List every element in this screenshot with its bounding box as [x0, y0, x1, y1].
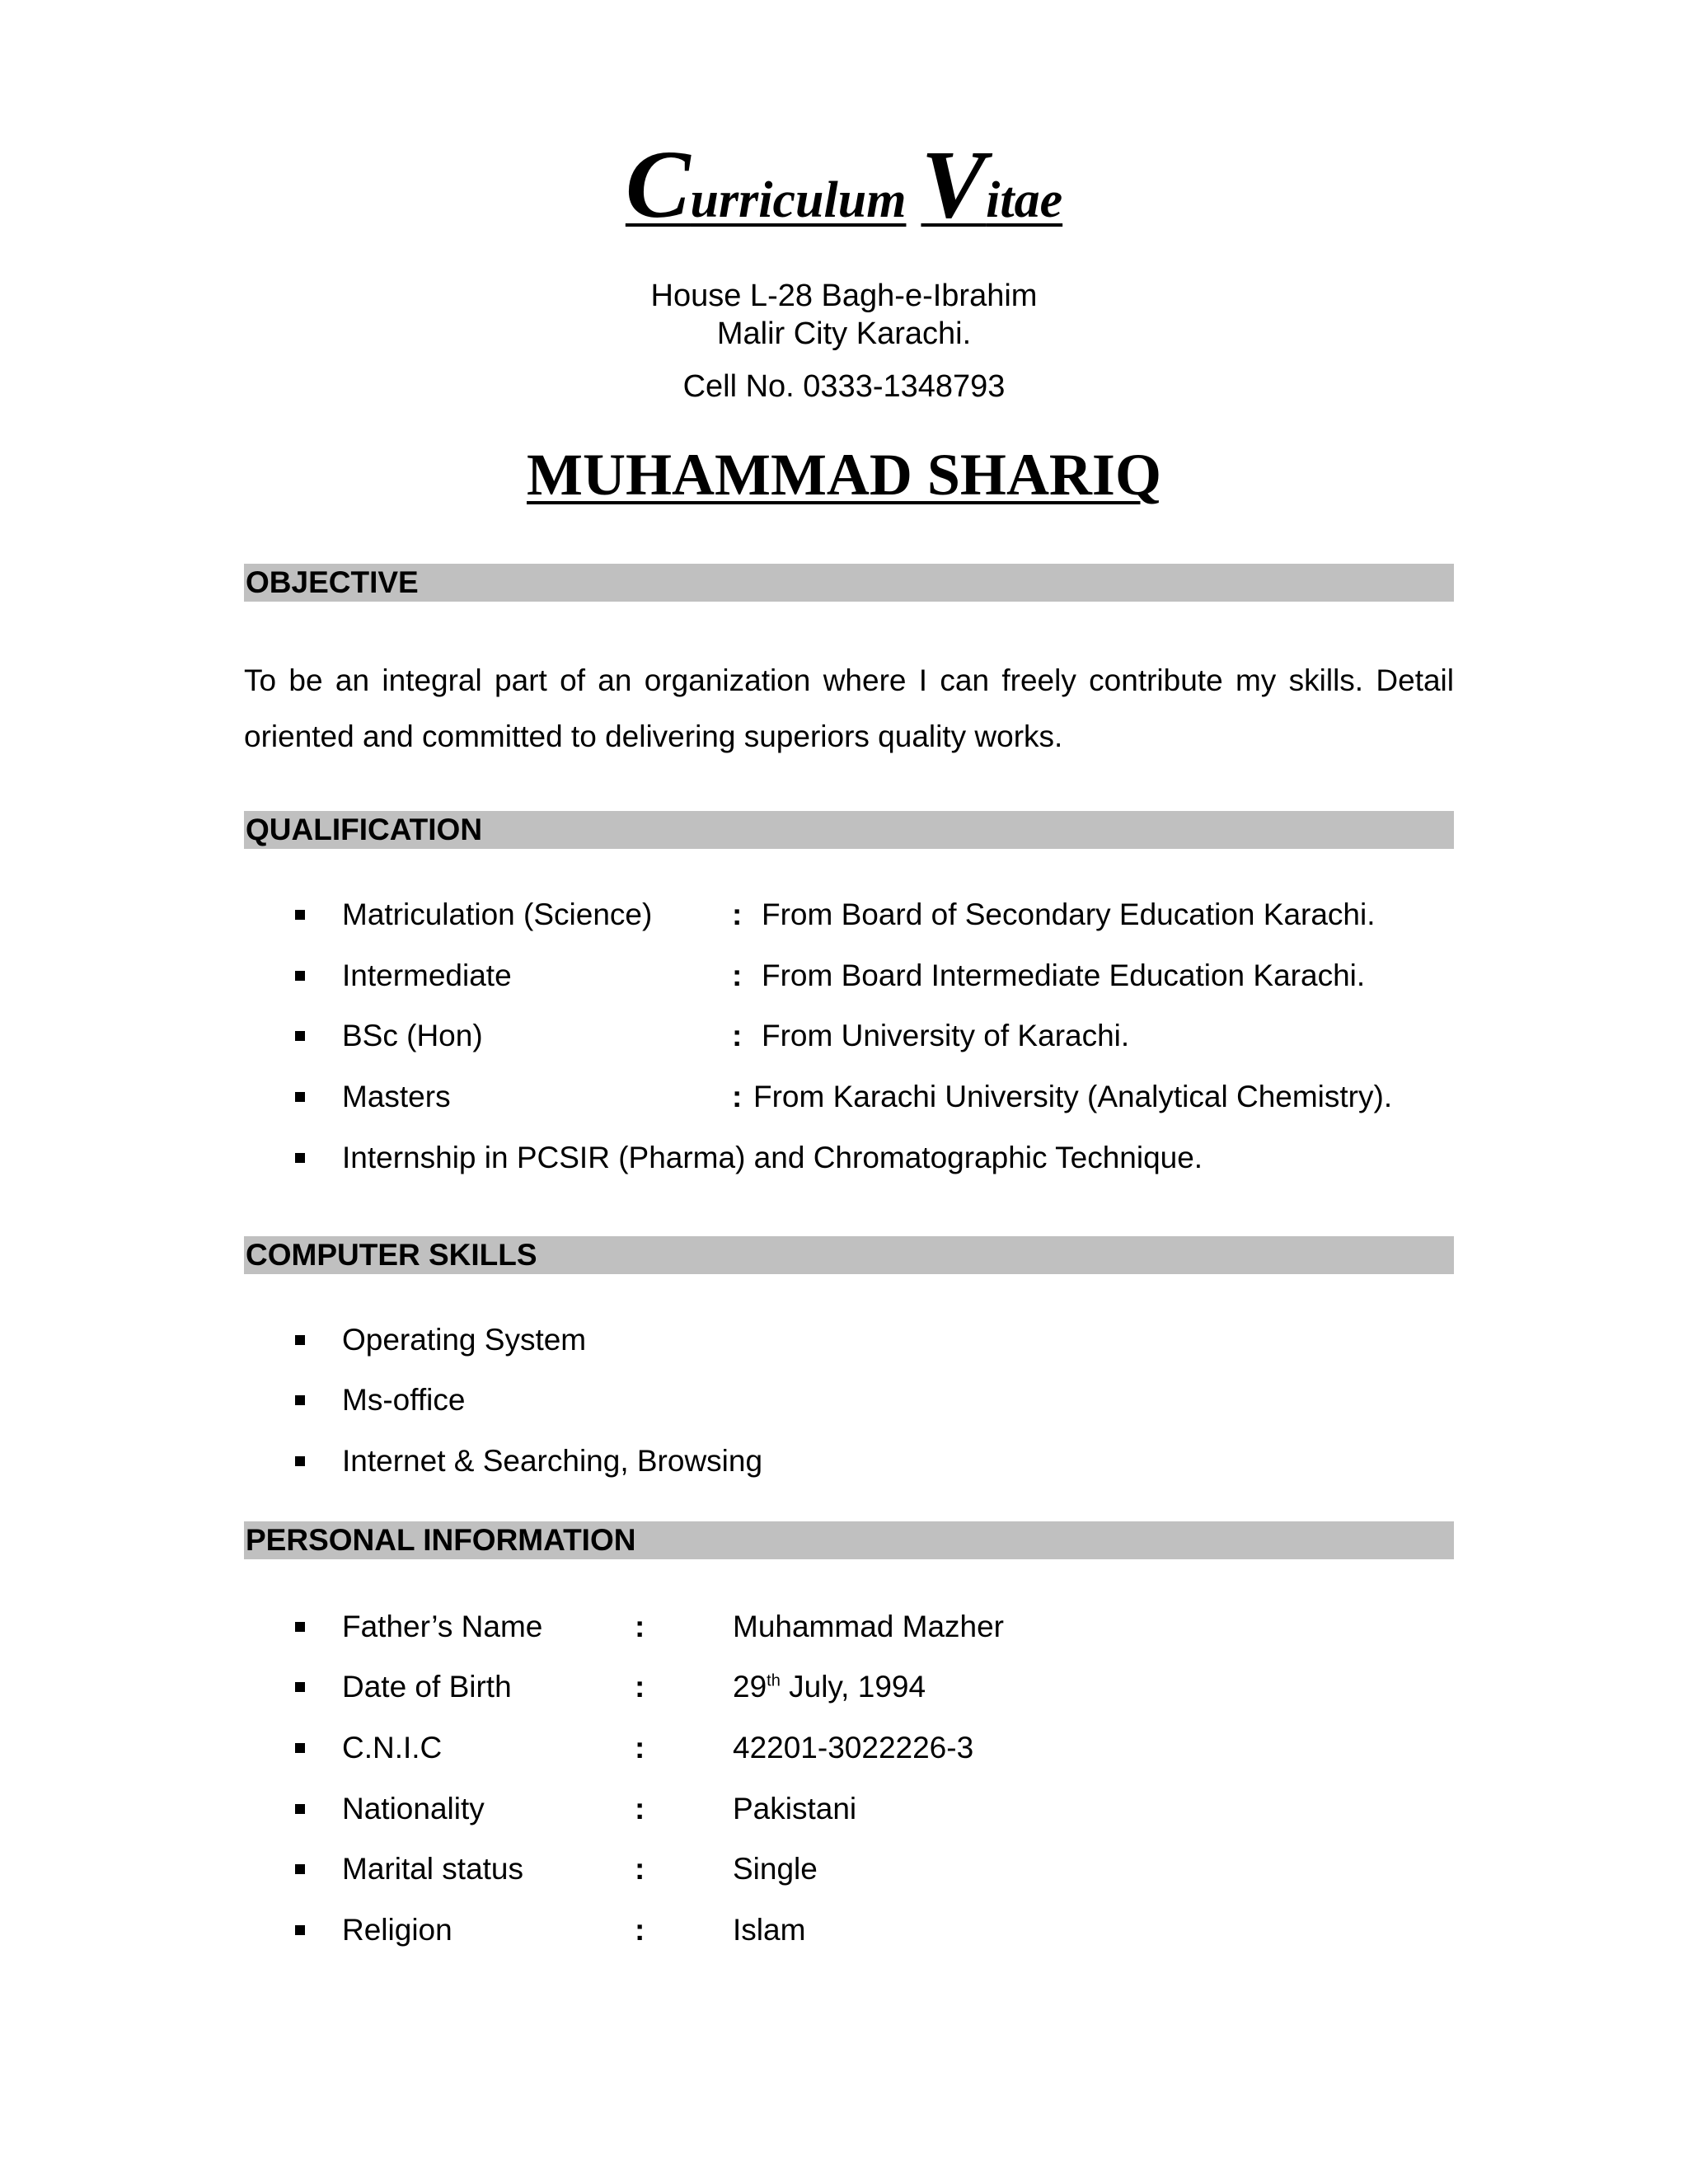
skill-label: Operating System [342, 1323, 587, 1357]
title-word-urriculum: urriculum [690, 172, 907, 228]
qualification-value: From University of Karachi. [762, 1019, 1130, 1052]
qualification-heading: QUALIFICATION [246, 813, 483, 846]
qualification-value: From Board of Secondary Education Karachi. [762, 898, 1376, 931]
qualification-label: BSc (Hon) [342, 1019, 483, 1052]
objective-text: To be an integral part of an organization where I can freely contribute my skills. Detail oriented and committed to delivering superiors quality works. [244, 663, 1454, 753]
computer-skills-heading-bar [244, 1236, 1454, 1274]
separator-colon: : [635, 1852, 645, 1886]
list-item [0, 955, 1688, 996]
personal-value: 42201-3022226-3 [733, 1731, 974, 1765]
bullet-icon [295, 1395, 305, 1405]
address-line-1: House L-28 Bagh-e-Ibrahim [650, 279, 1038, 313]
list-item [0, 1666, 1688, 1708]
personal-value: Islam [733, 1913, 806, 1947]
separator-colon: : [635, 1610, 645, 1643]
personal-label: Marital status [342, 1852, 524, 1886]
list-item [0, 1076, 1688, 1118]
bullet-icon [295, 1153, 305, 1163]
qualification-label: Matriculation (Science) [342, 898, 653, 931]
personal-information-heading: PERSONAL INFORMATION [246, 1523, 636, 1557]
skill-label: Internet & Searching, Browsing [342, 1444, 763, 1478]
personal-label: Father’s Name [342, 1610, 543, 1643]
dob-ordinal-suffix: th [767, 1671, 781, 1690]
computer-skills-heading: COMPUTER SKILLS [246, 1238, 537, 1272]
objective-heading: OBJECTIVE [246, 565, 419, 599]
list-item [0, 1319, 1688, 1361]
bullet-icon [295, 1925, 305, 1935]
personal-value: Single [733, 1852, 818, 1886]
list-item [0, 1137, 1688, 1179]
candidate-name: MUHAMMAD SHARIQ [527, 442, 1161, 508]
list-item [0, 894, 1688, 935]
personal-label: Religion [342, 1913, 452, 1947]
list-item [0, 1910, 1688, 1951]
title-word-itae: itae [986, 172, 1063, 228]
personal-value [733, 1666, 926, 1708]
bullet-icon [295, 1804, 305, 1814]
separator-colon: : [635, 1731, 645, 1765]
bullet-icon [295, 971, 305, 981]
separator-colon: : [732, 1019, 743, 1052]
cv-title [0, 130, 1688, 238]
list-item [0, 1441, 1688, 1482]
bullet-icon [295, 1864, 305, 1874]
bullet-icon [295, 910, 305, 920]
title-initial-v: V [921, 130, 987, 238]
address-line-2: Malir City Karachi. [716, 316, 972, 351]
qualification-label: Internship in PCSIR (Pharma) and Chromatographic Technique. [342, 1141, 1203, 1174]
qualification-value: From Board Intermediate Education Karachi. [762, 958, 1366, 992]
separator-colon: : [732, 898, 743, 931]
cell-number: Cell No. 0333-1348793 [682, 369, 1006, 404]
bullet-icon [295, 1092, 305, 1102]
list-item [0, 1788, 1688, 1830]
separator-colon: : [732, 958, 743, 992]
qualification-heading-bar [244, 811, 1454, 849]
skill-label: Ms-office [342, 1383, 466, 1417]
personal-label: Date of Birth [342, 1670, 512, 1704]
dob-day: 29 [733, 1670, 767, 1704]
list-item [0, 1849, 1688, 1890]
objective-heading-bar [244, 564, 1454, 602]
dob-month-year: July, 1994 [780, 1670, 926, 1704]
list-item [0, 1380, 1688, 1421]
bullet-icon [295, 1743, 305, 1753]
personal-label: Nationality [342, 1792, 485, 1825]
separator-colon: : [635, 1670, 645, 1704]
bullet-icon [295, 1682, 305, 1692]
qualification-value: From Karachi University (Analytical Chemistry). [753, 1080, 1393, 1113]
personal-information-heading-bar [244, 1521, 1454, 1559]
personal-value: Muhammad Mazher [733, 1610, 1005, 1643]
separator-colon: : [635, 1913, 645, 1947]
personal-value: Pakistani [733, 1792, 857, 1825]
list-item [0, 1015, 1688, 1057]
personal-label: C.N.I.C [342, 1731, 443, 1765]
bullet-icon [295, 1622, 305, 1632]
qualification-label: Intermediate [342, 958, 512, 992]
separator-colon: : [635, 1792, 645, 1825]
list-item [0, 1727, 1688, 1769]
bullet-icon [295, 1335, 305, 1345]
separator-colon: : [732, 1080, 743, 1113]
list-item [0, 1606, 1688, 1647]
bullet-icon [295, 1031, 305, 1041]
title-initial-c: C [625, 130, 691, 238]
qualification-label: Masters [342, 1080, 451, 1113]
bullet-icon [295, 1456, 305, 1466]
